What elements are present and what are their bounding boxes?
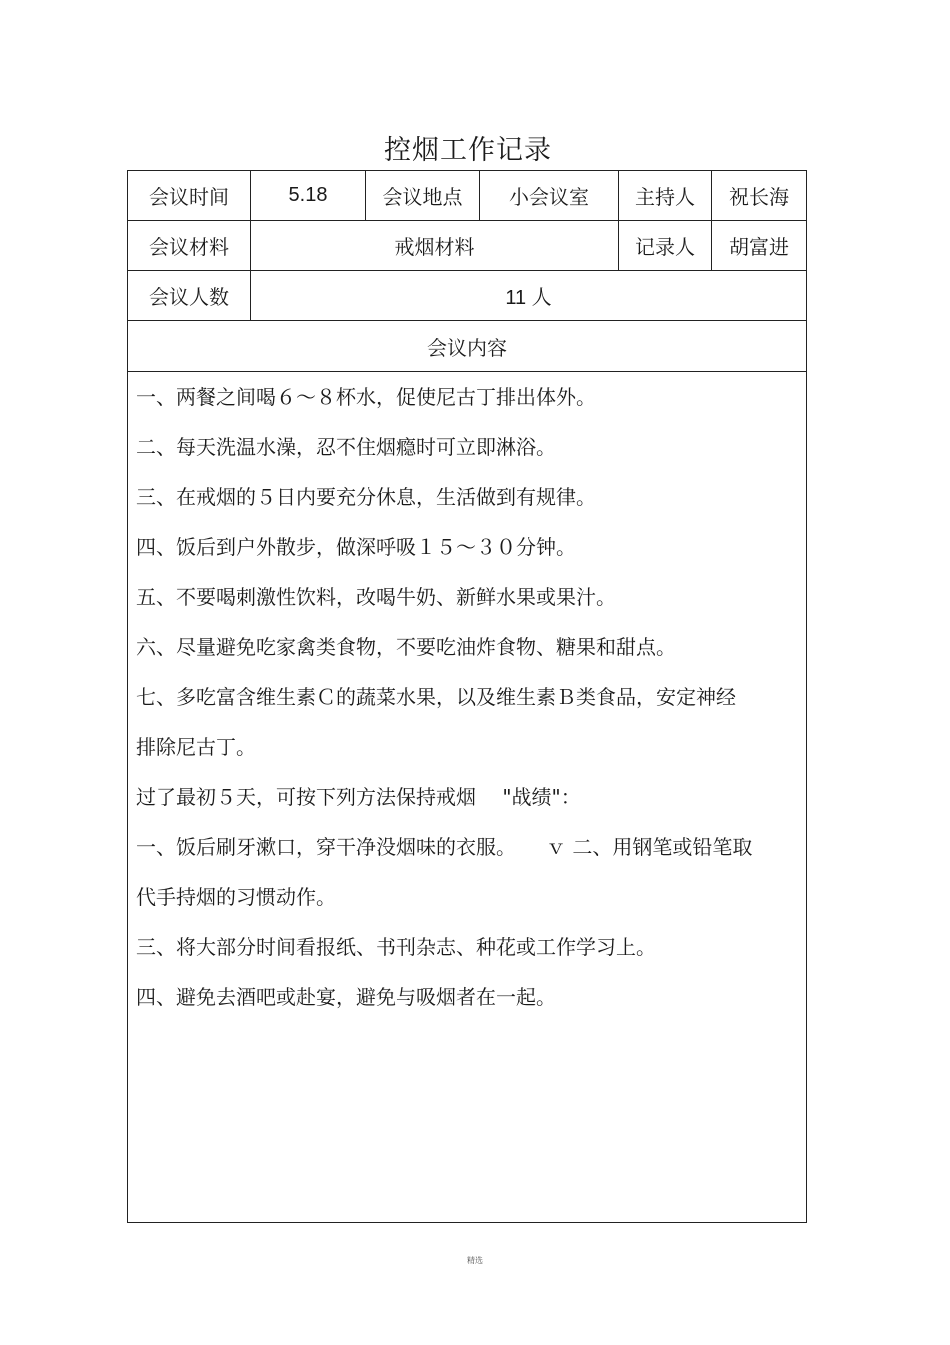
attendee-count-label: 会议人数	[128, 271, 251, 321]
meeting-time-value: 5.18	[251, 171, 366, 221]
host-value: 祝长海	[712, 171, 807, 221]
attendee-count-value: 11 人	[251, 271, 807, 321]
content-line: 三、在戒烟的５日内要充分休息，生活做到有规律。	[136, 485, 596, 509]
footer-note: 精选	[467, 1256, 483, 1265]
table-row-content	[128, 372, 807, 1223]
content-line: 四、避免去酒吧或赴宴，避免与吸烟者在一起。	[136, 985, 556, 1009]
recorder-label: 记录人	[619, 221, 712, 271]
content-line: 代手持烟的习惯动作。	[136, 885, 336, 909]
table-row-count	[128, 271, 807, 321]
meeting-time-label: 会议时间	[128, 171, 251, 221]
table-row-content-header	[128, 321, 807, 372]
meeting-content-header: 会议内容	[128, 321, 807, 372]
content-line: 七、多吃富含维生素Ｃ的蔬菜水果，以及维生素Ｂ类食品，安定神经	[136, 685, 736, 709]
host-label: 主持人	[619, 171, 712, 221]
content-line: 四、饭后到户外散步，做深呼吸１５～３０分钟。	[136, 535, 576, 559]
meeting-place-label: 会议地点	[366, 171, 480, 221]
table-row-time	[128, 171, 807, 221]
content-line: 一、两餐之间喝６～８杯水，促使尼古丁排出体外。	[136, 385, 596, 409]
meeting-material-value: 戒烟材料	[251, 221, 619, 271]
content-line: 二、每天洗温水澡，忍不住烟瘾时可立即淋浴。	[136, 435, 556, 459]
content-line: 一、饭后刷牙漱口，穿干净没烟味的衣服。 ｖ 二、用钢笔或铅笔取	[136, 835, 753, 859]
recorder-value: 胡富进	[712, 221, 807, 271]
document-title: 控烟工作记录	[384, 135, 552, 166]
content-line: 六、尽量避免吃家禽类食物，不要吃油炸食物、糖果和甜点。	[136, 635, 676, 659]
content-line: 三、将大部分时间看报纸、书刊杂志、种花或工作学习上。	[136, 935, 656, 959]
content-line: 五、不要喝刺激性饮料，改喝牛奶、新鲜水果或果汁。	[136, 585, 616, 609]
content-line: 排除尼古丁。	[136, 735, 256, 759]
meeting-record-table	[127, 170, 807, 1223]
meeting-material-label: 会议材料	[128, 221, 251, 271]
content-line: 过了最初５天，可按下列方法保持戒烟 "战绩"：	[136, 785, 581, 809]
meeting-content-body	[128, 372, 807, 1223]
table-row-material	[128, 221, 807, 271]
meeting-place-value: 小会议室	[480, 171, 619, 221]
